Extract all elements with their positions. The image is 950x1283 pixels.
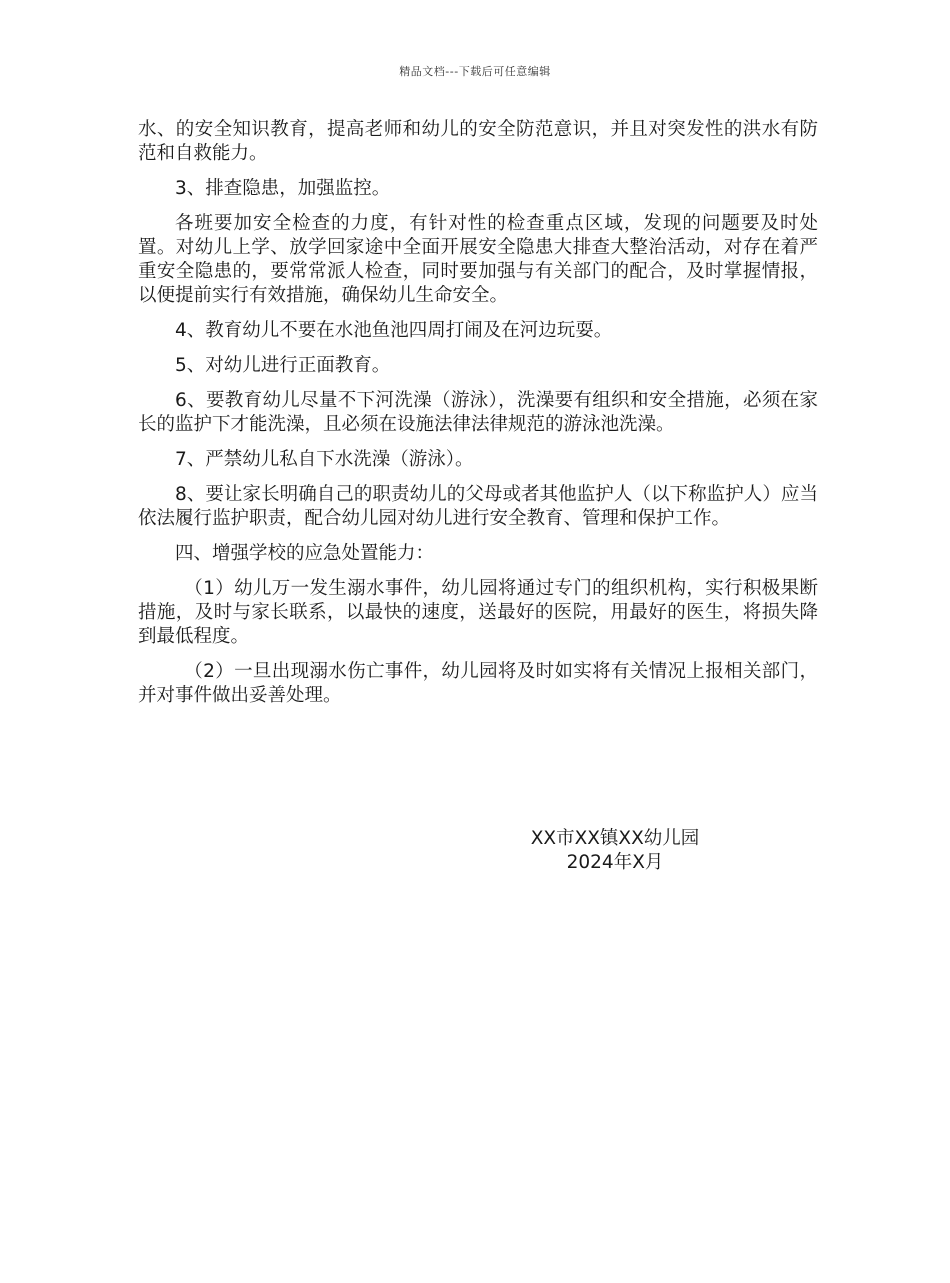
paragraph-item-5: 5、对幼儿进行正面教育。 [175, 355, 391, 376]
document-body [138, 118, 818, 719]
page-header: 精品文档---下载后可任意编辑 [399, 65, 551, 78]
paragraph-item-7: 7、严禁幼儿私自下水洗澡（游泳）。 [175, 449, 474, 470]
paragraph-emergency-2: （2）一旦出现溺水伤亡事件，幼儿园将及时如实将有关情况上报相关部门，并对事件做出妥善处理。 [138, 661, 818, 706]
signature-block [470, 827, 760, 875]
section-heading-four: 四、增强学校的应急处置能力： [175, 543, 435, 564]
paragraph-item-3-heading: 3、排查隐患，加强监控。 [175, 178, 391, 199]
paragraph-item-6: 6、要教育幼儿尽量不下河洗澡（游泳），洗澡要有组织和安全措施，必须在家长的监护下才能洗澡，且必须在设施法律法律规范的游泳池洗澡。 [138, 390, 818, 435]
paragraph-item-4: 4、教育幼儿不要在水池鱼池四周打闹及在河边玩耍。 [175, 320, 613, 341]
signature-organization: XX市XX镇XX幼儿园 [530, 828, 700, 849]
signature-date: 2024年X月 [566, 852, 664, 873]
paragraph-item-8: 8、要让家长明确自己的职责幼儿的父母或者其他监护人（以下称监护人）应当依法履行监护职责，配合幼儿园对幼儿进行安全教育、管理和保护工作。 [138, 484, 818, 529]
paragraph-continuation: 水、的安全知识教育，提高老师和幼儿的安全防范意识，并且对突发性的洪水有防范和自救能力。 [138, 119, 818, 164]
paragraph-emergency-1: （1）幼儿万一发生溺水事件，幼儿园将通过专门的组织机构，实行积极果断措施，及时与家长联系，以最快的速度，送最好的医院，用最好的医生，将损失降到最低程度。 [138, 578, 818, 647]
paragraph-inspection-details: 各班要加安全检查的力度，有针对性的检查重点区域，发现的问题要及时处置。对幼儿上学、放学回家途中全面开展安全隐患大排查大整治活动，对存在着严重安全隐患的，要常常派人检查，同时要加强与有关部门的配合，及时掌握情报，以便提前实行有效措施，确保幼儿生命安全。 [138, 213, 818, 306]
